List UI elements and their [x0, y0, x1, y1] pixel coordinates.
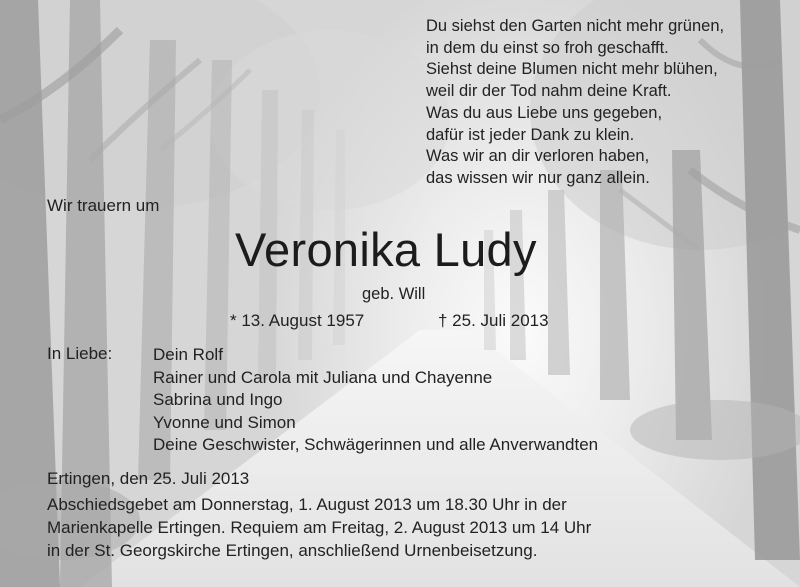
- maiden-name: geb. Will: [362, 285, 426, 303]
- mourner-line: Sabrina und Ingo: [153, 390, 283, 409]
- death-date: † 25. Juli 2013: [438, 311, 549, 330]
- place-date: Ertingen, den 25. Juli 2013: [47, 469, 250, 488]
- intro-text: Wir trauern um: [47, 196, 160, 215]
- mourner-line: Yvonne und Simon: [153, 412, 296, 432]
- service-announcement: [47, 493, 591, 562]
- poem-line: in dem du einst so froh geschafft.: [426, 38, 669, 57]
- mourner-line: Rainer und Carola mit Juliana und Chayenne: [153, 367, 493, 387]
- poem-line: das wissen wir nur ganz allein.: [426, 168, 650, 187]
- mourner-line: Dein Rolf: [153, 345, 223, 364]
- poem-line: weil dir der Tod nahm deine Kraft.: [426, 82, 672, 101]
- mourner-line: Deine Geschwister, Schwägerinnen und alle Anverwandten: [153, 435, 599, 454]
- announcement-line: Abschiedsgebet am Donnerstag, 1. August 2013 um 18.30 Uhr in der: [47, 495, 567, 514]
- announcement-line: Marienkapelle Ertingen. Requiem am Freitag, 2. August 2013 um 14 Uhr: [47, 518, 592, 537]
- poem-line: Was wir an dir verloren haben,: [426, 147, 650, 166]
- poem: [426, 16, 724, 190]
- poem-line: Siehst deine Blumen nicht mehr blühen,: [426, 60, 718, 79]
- mourners-label: In Liebe:: [47, 344, 113, 363]
- poem-line: Was du aus Liebe uns gegeben,: [426, 103, 663, 122]
- poem-line: dafür ist jeder Dank zu klein.: [426, 125, 635, 144]
- announcement-line: in der St. Georgskirche Ertingen, anschließend Urnenbeisetzung.: [47, 541, 538, 560]
- poem-line: Du siehst den Garten nicht mehr grünen,: [426, 17, 725, 35]
- deceased-name: Veronika Ludy: [235, 223, 537, 276]
- mourners-list: [153, 344, 598, 457]
- birth-date: * 13. August 1957: [230, 311, 365, 330]
